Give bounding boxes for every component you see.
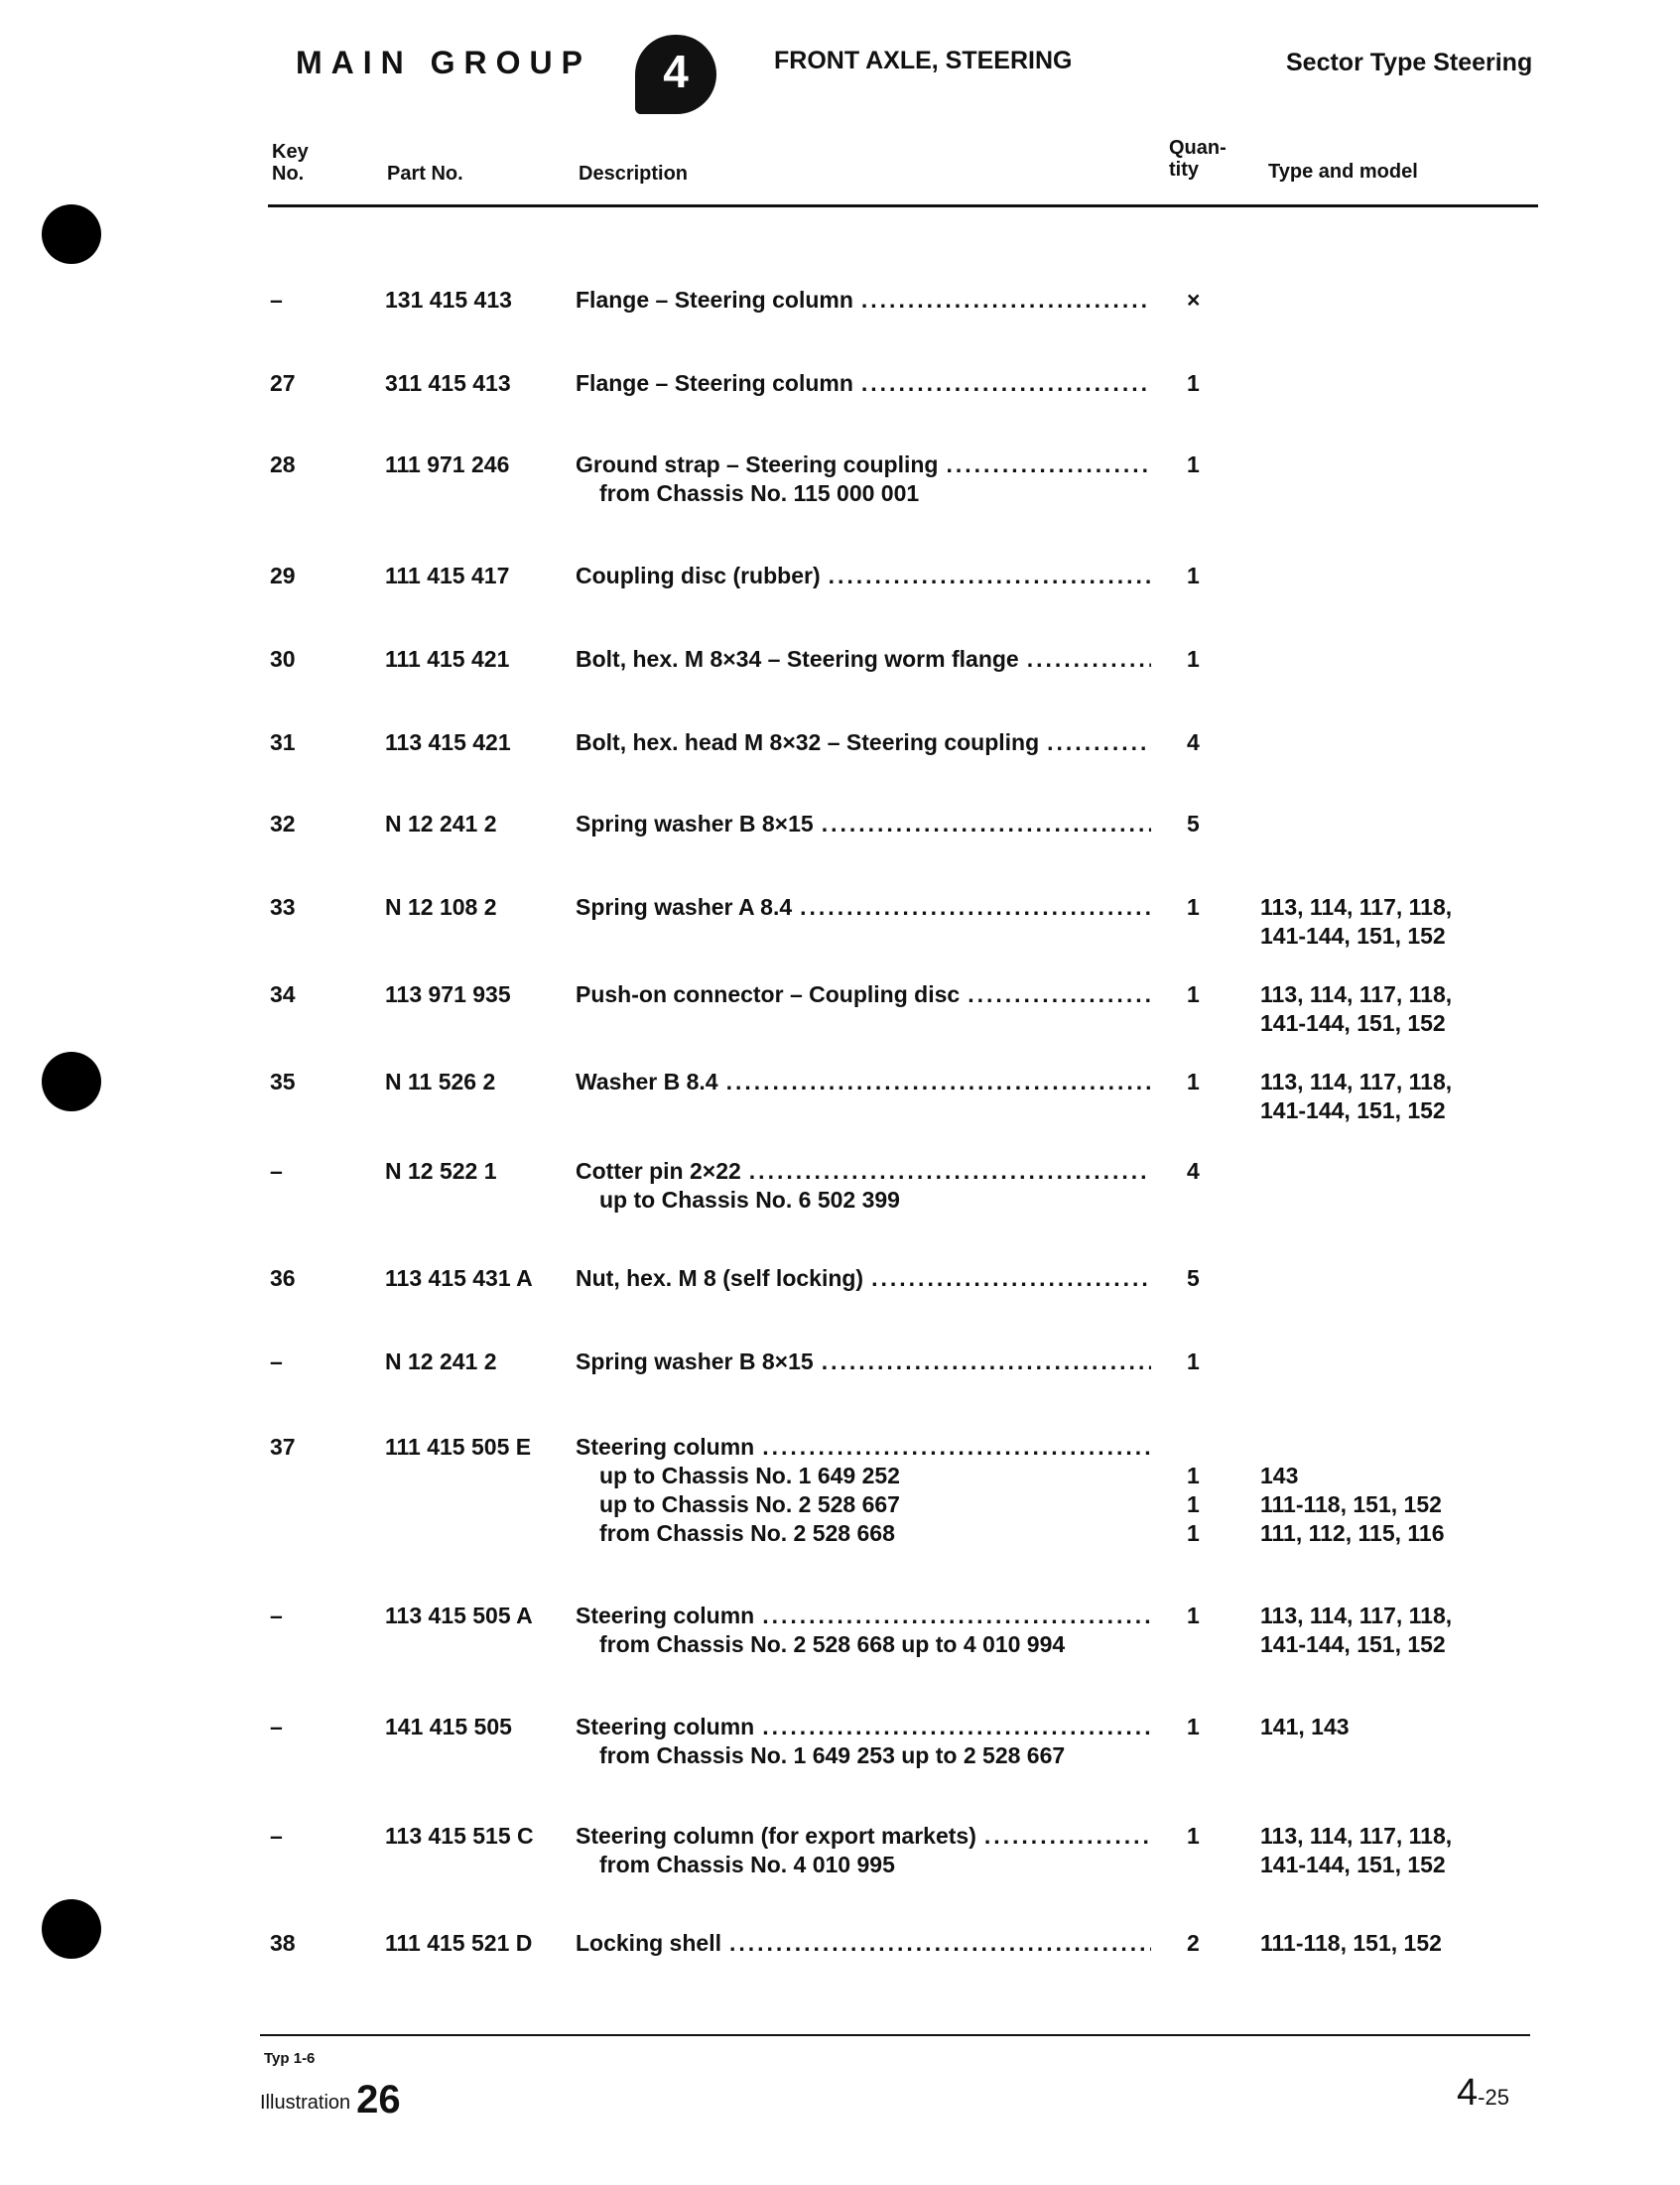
column-key-no: Key No. [272, 141, 309, 185]
key-number: 29 [270, 563, 296, 588]
type-model-value: 111, 112, 115, 116 [1260, 1520, 1445, 1546]
description-text: Flange – Steering column [576, 370, 853, 396]
type-model-value: 141-144, 151, 152 [1260, 1852, 1446, 1877]
binder-hole-bottom [42, 1899, 101, 1959]
type-model-value [1260, 1433, 1498, 1462]
dot-leader [729, 1929, 1151, 1958]
part-number: N 12 241 2 [385, 1349, 497, 1374]
page-minor: -25 [1478, 2085, 1509, 2110]
quantity-value: 4 [1187, 1158, 1200, 1184]
key-number: 34 [270, 981, 296, 1007]
description [576, 286, 1151, 315]
illustration-label: Illustration [260, 2092, 351, 2114]
dot-leader [762, 1602, 1151, 1630]
part-number: N 11 526 2 [385, 1069, 496, 1094]
quantity [1187, 369, 1227, 398]
description-text: Flange – Steering column [576, 287, 853, 313]
dot-leader [861, 286, 1151, 315]
quantity [1187, 450, 1227, 479]
type-model-value: 111-118, 151, 152 [1260, 1930, 1442, 1956]
quantity-value: 1 [1187, 1349, 1200, 1374]
type-model-value: 141-144, 151, 152 [1260, 923, 1446, 949]
quantity-value: 1 [1187, 646, 1200, 672]
description [576, 1348, 1151, 1376]
description-text: Bolt, hex. head M 8×32 – Steering coupling [576, 729, 1040, 755]
dot-leader [861, 369, 1151, 398]
type-model [1260, 893, 1498, 951]
description-text: Spring washer A 8.4 [576, 894, 793, 920]
description [576, 1822, 1151, 1879]
quantity-value: 4 [1187, 729, 1200, 755]
column-quantity: Quan- tity [1169, 137, 1227, 181]
dot-leader [871, 1264, 1151, 1293]
description-text: Locking shell [576, 1930, 721, 1956]
quantity [1187, 1157, 1227, 1186]
dot-leader [749, 1157, 1151, 1186]
description-subline: from Chassis No. 1 649 253 up to 2 528 667 [599, 1742, 1066, 1768]
description-subline: up to Chassis No. 6 502 399 [599, 1187, 900, 1213]
dot-leader [822, 810, 1151, 838]
description-subline: from Chassis No. 2 528 668 up to 4 010 994 [599, 1631, 1066, 1657]
quantity [1187, 1713, 1227, 1741]
quantity [1187, 980, 1227, 1009]
column-description: Description [579, 163, 689, 185]
quantity [1187, 1929, 1227, 1958]
description-subline: up to Chassis No. 1 649 252 [599, 1463, 900, 1488]
type-model-value: 141-144, 151, 152 [1260, 1010, 1446, 1036]
illustration-number: 26 [356, 2078, 401, 2121]
type-model [1260, 1068, 1498, 1125]
quantity [1187, 286, 1227, 315]
quantity-value: 1 [1187, 370, 1200, 396]
dot-leader [946, 450, 1151, 479]
footer-illustration [260, 2078, 401, 2122]
dot-leader [800, 893, 1151, 922]
quantity-value: 1 [1187, 1714, 1200, 1739]
section-title: FRONT AXLE, STEERING [774, 47, 1073, 74]
type-model-value: 111-118, 151, 152 [1260, 1491, 1442, 1517]
part-number: N 12 522 1 [385, 1158, 497, 1184]
dot-leader [726, 1068, 1151, 1096]
key-number: 38 [270, 1930, 296, 1956]
quantity-value: 1 [1187, 1069, 1200, 1094]
quantity-value: 2 [1187, 1930, 1200, 1956]
dot-leader [1047, 728, 1151, 757]
part-number: 131 415 413 [385, 287, 512, 313]
quantity [1187, 1822, 1227, 1851]
part-number: N 12 108 2 [385, 894, 497, 920]
quantity-value [1187, 1433, 1227, 1462]
description [576, 450, 1151, 508]
key-number: – [270, 287, 283, 313]
quantity [1187, 645, 1227, 674]
description-text: Ground strap – Steering coupling [576, 451, 939, 477]
quantity-value: 1 [1187, 563, 1200, 588]
part-number: N 12 241 2 [385, 811, 497, 836]
description [576, 1929, 1151, 1958]
part-number: 111 415 417 [385, 563, 510, 588]
type-model-value: 141-144, 151, 152 [1260, 1631, 1446, 1657]
description-text: Washer B 8.4 [576, 1069, 718, 1094]
part-number: 113 415 515 C [385, 1823, 534, 1849]
quantity [1187, 810, 1227, 838]
type-model-value: 113, 114, 117, 118, [1260, 1603, 1453, 1628]
description-subline: up to Chassis No. 2 528 667 [599, 1491, 900, 1517]
description [576, 728, 1151, 757]
type-model-value: 113, 114, 117, 118, [1260, 1823, 1453, 1849]
part-number: 113 415 505 A [385, 1603, 533, 1628]
type-model [1260, 980, 1498, 1038]
quantity [1187, 1264, 1227, 1293]
type-model-value: 113, 114, 117, 118, [1260, 981, 1453, 1007]
part-number: 113 971 935 [385, 981, 511, 1007]
quantity [1187, 1068, 1227, 1096]
part-number: 113 415 431 A [385, 1265, 533, 1291]
quantity [1187, 1433, 1227, 1548]
description-subline: from Chassis No. 2 528 668 [599, 1520, 895, 1546]
key-number: – [270, 1158, 283, 1184]
header-rule [268, 204, 1538, 207]
description-subline: from Chassis No. 4 010 995 [599, 1852, 895, 1877]
description-text: Steering column [576, 1434, 755, 1460]
description-subline: from Chassis No. 115 000 001 [599, 480, 920, 506]
dot-leader [829, 562, 1151, 590]
type-model [1260, 1602, 1498, 1659]
main-group-label: MAIN GROUP [296, 45, 591, 80]
type-model [1260, 1433, 1498, 1548]
column-type-model: Type and model [1268, 161, 1418, 183]
type-model [1260, 1713, 1498, 1741]
description-text: Steering column (for export markets) [576, 1823, 976, 1849]
quantity-value: 1 [1187, 1463, 1200, 1488]
dot-leader [762, 1433, 1151, 1462]
column-headers [0, 137, 1680, 206]
dot-leader [968, 980, 1151, 1009]
description [576, 810, 1151, 838]
description-text: Nut, hex. M 8 (self locking) [576, 1265, 864, 1291]
type-model-value: 143 [1260, 1463, 1299, 1488]
key-number: – [270, 1349, 283, 1374]
description-text: Push-on connector – Coupling disc [576, 981, 961, 1007]
quantity-value: 1 [1187, 981, 1200, 1007]
page-header [0, 35, 1680, 124]
dot-leader [822, 1348, 1151, 1376]
quantity-value: × [1187, 287, 1201, 313]
description [576, 645, 1151, 674]
description-text: Coupling disc (rubber) [576, 563, 821, 588]
description [576, 1157, 1151, 1215]
quantity-value: 1 [1187, 894, 1200, 920]
description-text: Bolt, hex. M 8×34 – Steering worm flange [576, 646, 1019, 672]
quantity [1187, 562, 1227, 590]
part-number: 141 415 505 [385, 1714, 512, 1739]
dot-leader [762, 1713, 1151, 1741]
key-number: – [270, 1603, 283, 1628]
quantity-value: 1 [1187, 451, 1200, 477]
description [576, 369, 1151, 398]
description-text: Cotter pin 2×22 [576, 1158, 741, 1184]
description [576, 893, 1151, 922]
key-number: 35 [270, 1069, 296, 1094]
quantity [1187, 1602, 1227, 1630]
description [576, 1713, 1151, 1770]
description [576, 1264, 1151, 1293]
quantity-value: 1 [1187, 1823, 1200, 1849]
quantity [1187, 728, 1227, 757]
key-number: 37 [270, 1434, 296, 1460]
key-number: 32 [270, 811, 296, 836]
page-major: 4 [1457, 2072, 1479, 2114]
quantity [1187, 893, 1227, 922]
key-number: 33 [270, 894, 296, 920]
dot-leader [984, 1822, 1151, 1851]
description-text: Steering column [576, 1714, 755, 1739]
key-number: – [270, 1714, 283, 1739]
description [576, 1602, 1151, 1659]
part-number: 111 415 505 E [385, 1434, 532, 1460]
binder-hole-top [42, 204, 101, 264]
quantity [1187, 1348, 1227, 1376]
part-number: 113 415 421 [385, 729, 511, 755]
type-model-value: 113, 114, 117, 118, [1260, 1069, 1453, 1094]
type-model-value: 141-144, 151, 152 [1260, 1097, 1446, 1123]
footer-typ: Typ 1-6 [264, 2050, 316, 2067]
quantity-value: 1 [1187, 1520, 1200, 1546]
page-number [1457, 2072, 1509, 2115]
description [576, 562, 1151, 590]
key-number: 36 [270, 1265, 296, 1291]
type-model [1260, 1929, 1498, 1958]
key-number: 27 [270, 370, 296, 396]
part-number: 311 415 413 [385, 370, 511, 396]
description [576, 1433, 1151, 1548]
column-part-no: Part No. [387, 163, 463, 185]
quantity-value: 5 [1187, 1265, 1200, 1291]
binder-hole-middle [42, 1052, 101, 1111]
footer-rule [260, 2034, 1530, 2036]
description-text: Spring washer B 8×15 [576, 1349, 814, 1374]
key-number: – [270, 1823, 283, 1849]
key-number: 28 [270, 451, 296, 477]
dot-leader [1027, 645, 1151, 674]
description [576, 980, 1151, 1009]
part-number: 111 415 521 D [385, 1930, 533, 1956]
description [576, 1068, 1151, 1096]
description-text: Spring washer B 8×15 [576, 811, 814, 836]
group-number-badge: 4 [635, 35, 716, 114]
quantity-value: 1 [1187, 1491, 1200, 1517]
section-subtitle: Sector Type Steering [1286, 49, 1533, 76]
type-model [1260, 1822, 1498, 1879]
part-number: 111 415 421 [385, 646, 510, 672]
type-model-value: 141, 143 [1260, 1714, 1350, 1739]
quantity-value: 5 [1187, 811, 1200, 836]
type-model-value: 113, 114, 117, 118, [1260, 894, 1453, 920]
key-number: 30 [270, 646, 296, 672]
quantity-value: 1 [1187, 1603, 1200, 1628]
part-number: 111 971 246 [385, 451, 510, 477]
description-text: Steering column [576, 1603, 755, 1628]
key-number: 31 [270, 729, 296, 755]
